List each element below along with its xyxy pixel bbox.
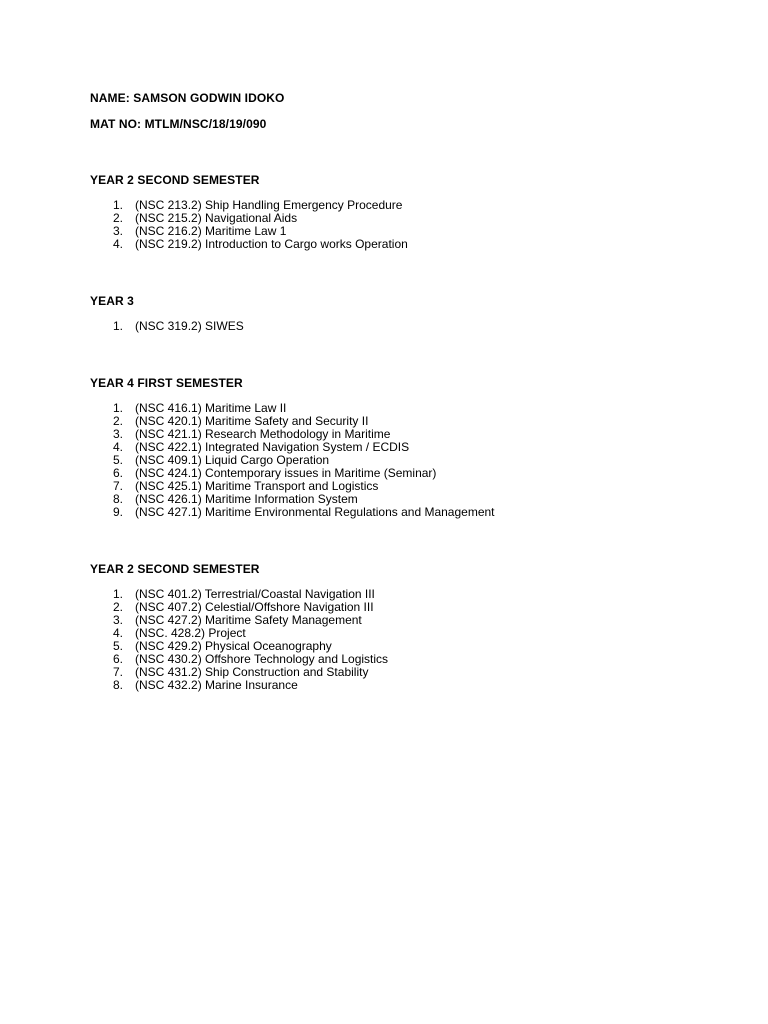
course-list-year2-second-semester-b	[90, 588, 730, 692]
student-name: NAME: SAMSON GODWIN IDOKO	[90, 91, 285, 105]
section-title-year3: YEAR 3	[90, 294, 134, 308]
item-text: (NSC 425.1) Maritime Transport and Logistics	[135, 479, 379, 493]
item-text: (NSC 422.1) Integrated Navigation System / ECDIS	[135, 440, 410, 454]
list-item	[90, 506, 730, 519]
item-number: 1.	[112, 587, 123, 601]
item-number: 8.	[112, 492, 123, 506]
item-number: 3.	[112, 427, 123, 441]
list-item	[90, 320, 730, 333]
item-text: (NSC 427.2) Maritime Safety Management	[135, 613, 362, 627]
item-number: 6.	[112, 652, 123, 666]
item-text: (NSC 416.1) Maritime Law II	[135, 401, 287, 415]
item-text: (NSC 401.2) Terrestrial/Coastal Navigation III	[135, 587, 375, 601]
item-text: (NSC 216.2) Maritime Law 1	[135, 224, 287, 238]
item-text: (NSC 424.1) Contemporary issues in Maritime (Seminar)	[135, 466, 437, 480]
item-text: (NSC 430.2) Offshore Technology and Logistics	[135, 652, 389, 666]
item-text: (NSC 420.1) Maritime Safety and Security II	[135, 414, 369, 428]
item-number: 5.	[112, 453, 123, 467]
item-text: (NSC 421.1) Research Methodology in Maritime	[135, 427, 391, 441]
item-text: (NSC 429.2) Physical Oceanography	[135, 639, 332, 653]
course-list-year4-first-semester	[90, 402, 730, 519]
item-text: (NSC 426.1) Maritime Information System	[135, 492, 358, 506]
item-number: 4.	[112, 440, 123, 454]
list-item	[90, 238, 730, 251]
item-text: (NSC 213.2) Ship Handling Emergency Procedure	[135, 198, 403, 212]
item-number: 2.	[112, 600, 123, 614]
item-number: 7.	[112, 665, 123, 679]
item-text: (NSC 427.1) Maritime Environmental Regulations and Management	[135, 505, 495, 519]
item-text: (NSC 215.2) Navigational Aids	[135, 211, 298, 225]
item-number: 6.	[112, 466, 123, 480]
item-number: 8.	[112, 678, 123, 692]
section-title-year4-first-semester: YEAR 4 FIRST SEMESTER	[90, 376, 243, 390]
item-text: (NSC 432.2) Marine Insurance	[135, 678, 298, 692]
course-list-year3	[90, 320, 730, 333]
list-item	[90, 679, 730, 692]
item-text: (NSC. 428.2) Project	[135, 626, 246, 640]
item-number: 7.	[112, 479, 123, 493]
document-content	[90, 91, 730, 692]
item-text: (NSC 219.2) Introduction to Cargo works Operation	[135, 237, 408, 251]
item-number: 1.	[112, 319, 123, 333]
item-number: 3.	[112, 224, 123, 238]
item-text: (NSC 431.2) Ship Construction and Stability	[135, 665, 369, 679]
item-number: 4.	[112, 237, 123, 251]
item-number: 3.	[112, 613, 123, 627]
item-number: 1.	[112, 198, 123, 212]
matric-number: MAT NO: MTLM/NSC/18/19/090	[90, 117, 267, 131]
item-text: (NSC 409.1) Liquid Cargo Operation	[135, 453, 330, 467]
item-number: 5.	[112, 639, 123, 653]
section-title-year2-second-semester: YEAR 2 SECOND SEMESTER	[90, 173, 260, 187]
item-number: 1.	[112, 401, 123, 415]
item-number: 4.	[112, 626, 123, 640]
course-list-year2-second-semester	[90, 199, 730, 251]
item-number: 2.	[112, 211, 123, 225]
item-text: (NSC 407.2) Celestial/Offshore Navigation III	[135, 600, 374, 614]
section-title-year2-second-semester-b: YEAR 2 SECOND SEMESTER	[90, 562, 260, 576]
item-text: (NSC 319.2) SIWES	[135, 319, 244, 333]
item-number: 2.	[112, 414, 123, 428]
item-number: 9.	[112, 505, 123, 519]
